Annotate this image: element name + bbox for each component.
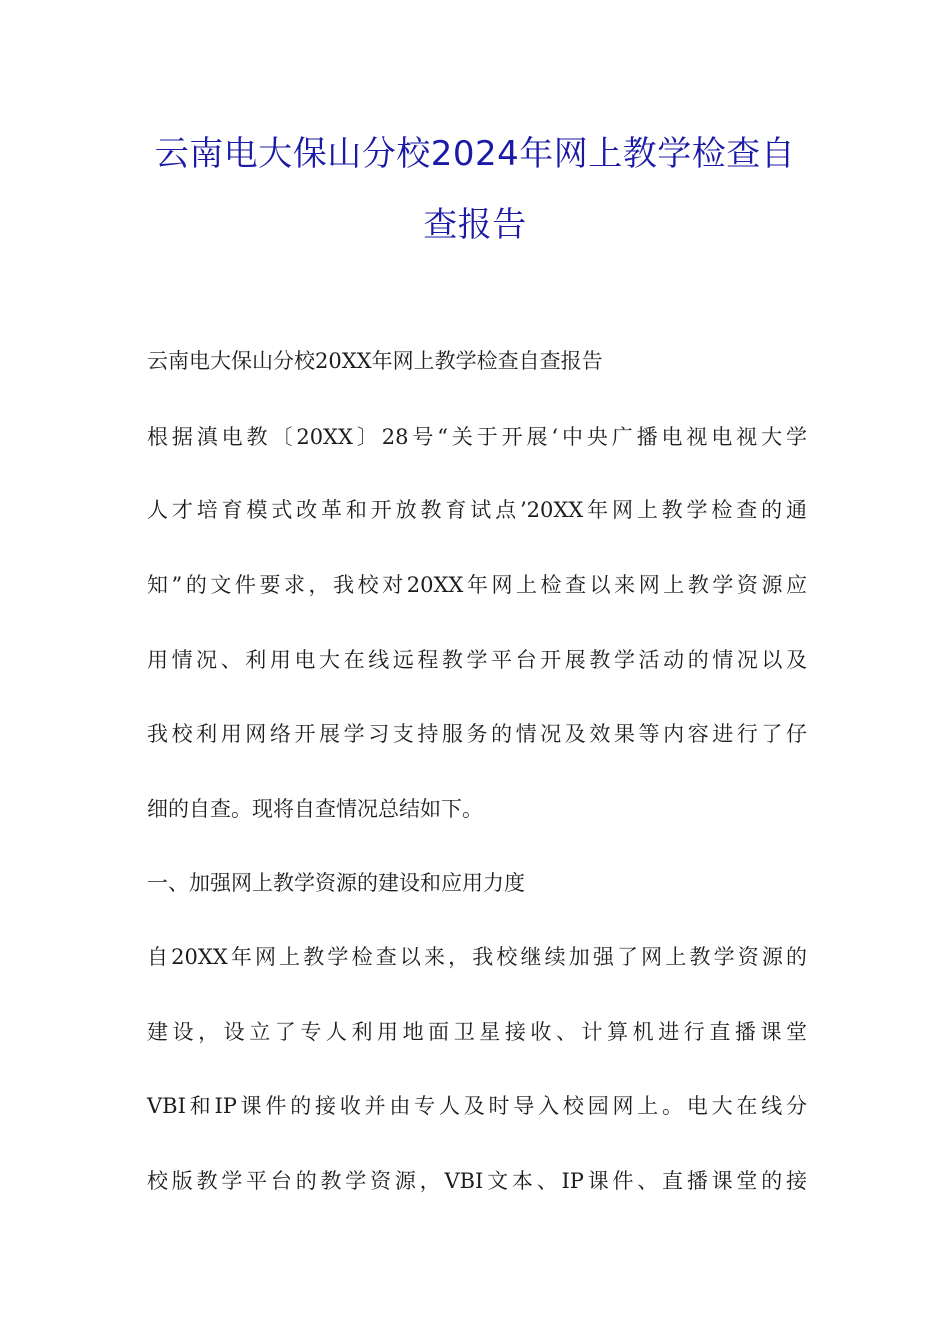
paragraph-line: VBI和IP课件的接收并由专人及时导入校园网上。电大在线分 xyxy=(147,1094,807,1118)
document-title-line-1: 云南电大保山分校2024年网上教学检查自 xyxy=(154,134,796,174)
paragraph-line: 根据滇电教〔20XX〕28号“关于开展‘中央广播电视电视大学 xyxy=(147,425,807,449)
report-subtitle: 云南电大保山分校20XX年网上教学检查自查报告 xyxy=(147,349,603,373)
paragraph-line: 我校利用网络开展学习支持服务的情况及效果等内容进行了仔 xyxy=(147,722,807,746)
paragraph-line: 校版教学平台的教学资源，VBI文本、IP课件、直播课堂的接 xyxy=(147,1169,807,1193)
paragraph-line: 建设，设立了专人利用地面卫星接收、计算机进行直播课堂 xyxy=(147,1020,807,1044)
document-title-line-2: 查报告 xyxy=(423,205,527,245)
paragraph-line: 用情况、利用电大在线远程教学平台开展教学活动的情况以及 xyxy=(147,648,807,672)
paragraph-line: 知”的文件要求，我校对20XX年网上检查以来网上教学资源应 xyxy=(147,573,807,597)
paragraph-line: 细的自查。现将自查情况总结如下。 xyxy=(147,797,483,821)
section-heading: 一、加强网上教学资源的建设和应用力度 xyxy=(147,871,525,895)
paragraph-line: 人才培育模式改革和开放教育试点’20XX年网上教学检查的通 xyxy=(147,498,807,522)
paragraph-line: 自20XX年网上教学检查以来，我校继续加强了网上教学资源的 xyxy=(147,945,807,969)
